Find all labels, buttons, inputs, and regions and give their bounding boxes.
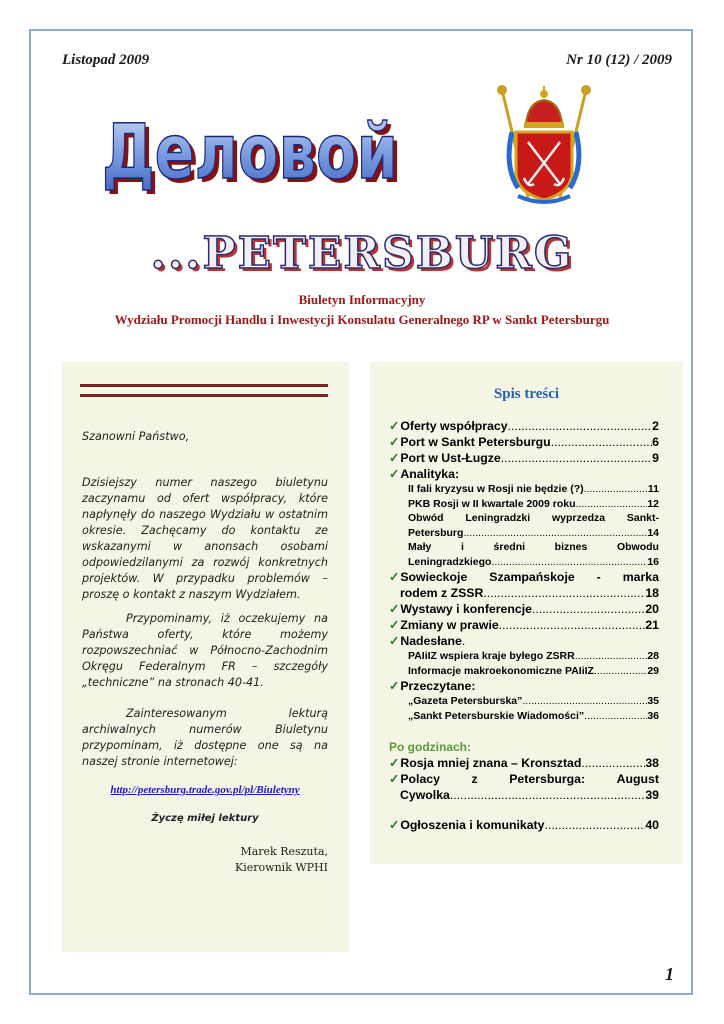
toc-subentry[interactable]: Informacje makroekonomiczne PAIiIZ ..... 29: [389, 664, 659, 679]
shield-icon: [509, 132, 579, 200]
signature: [235, 844, 328, 876]
letter-paragraph-3: Zainteresowanym lekturą archiwalnych numerów Biuletynu przypominam, iż dostępne one są na naszej stronie internetowej:: [82, 707, 328, 768]
checkmark-icon: ✓: [389, 602, 400, 616]
coat-of-arms-crest: [488, 80, 600, 208]
toc-subentry[interactable]: Mały i średni biznes Obwodu Leningradzkiego ..... 16: [389, 540, 659, 569]
toc-list: [389, 418, 659, 723]
issue-date: Listopad 2009: [62, 52, 150, 68]
toc-subentry[interactable]: II fali kryzysu w Rosji nie będzie (?) ..... 11: [389, 482, 659, 497]
toc-after-hours: [389, 739, 659, 833]
toc-title: Spis treści: [493, 386, 560, 402]
signature-name: Marek Reszuta,: [240, 845, 328, 858]
toc-entry[interactable]: ✓ Wystawy i konferencje ..... 20: [389, 601, 659, 617]
letter-paragraph-1: Dzisiejszy numer naszego biuletynu zaczynamu od ofert współpracy, które napłynęły do naszego Wydziału w ostatnim okresie. Zachęcamy do kontaktu ze wskazanymi w anonsach osobami odpowiedzilanymi za rozwój konkretnych projektów. W przypadku problemów – proszę o kontakt z naszym Wydziałem.: [82, 476, 328, 601]
toc-entry[interactable]: ✓ Oferty współpracy ..... 2: [389, 418, 659, 434]
toc-section-heading: ✓Analityka:: [389, 467, 460, 481]
toc-entry[interactable]: ✓Polacy z Petersburga: August Cywolka ..... 39: [389, 771, 659, 803]
masthead-title-text: Деловой: [102, 107, 398, 196]
signature-role: Kierownik WPHI: [235, 861, 328, 874]
toc-entry[interactable]: ✓ Port w Sankt Petersburgu ..... 6: [389, 434, 659, 450]
toc-section-heading: ✓Nadesłane.: [389, 634, 466, 648]
checkmark-icon: ✓: [389, 467, 400, 481]
toc-entry[interactable]: ✓ Port w Ust-Ługze ..... 9: [389, 450, 659, 466]
checkmark-icon: ✓: [389, 772, 400, 786]
archive-link[interactable]: http://petersburg.trade.gov.pl/pl/Biuletyny: [110, 784, 300, 796]
toc-subentry[interactable]: Obwód Leningradzki wyprzedza Sankt- Petersburg ..... 14: [389, 511, 659, 540]
toc-entry[interactable]: ✓ Ogłoszenia i komunikaty ..... 40: [389, 817, 659, 833]
page-number: 1: [665, 964, 674, 984]
crown-icon: [524, 86, 564, 128]
toc-subentry[interactable]: „Gazeta Petersburska” ..... 35: [389, 694, 659, 709]
checkmark-icon: ✓: [389, 679, 400, 693]
checkmark-icon: ✓: [389, 818, 400, 832]
checkmark-icon: ✓: [389, 451, 400, 465]
masthead-subtitle-department: Wydziału Promocji Handlu i Inwestycji Konsulatu Generalnego RP w Sankt Petersburgu: [114, 312, 610, 327]
checkmark-icon: ✓: [389, 419, 400, 433]
letter-greeting: Szanowni Państwo,: [82, 430, 190, 443]
toc-subentry[interactable]: PKB Rosji w II kwartale 2009 roku ..... 12: [389, 497, 659, 512]
toc-subentry[interactable]: „Sankt Petersburskie Wiadomości” ..... 36: [389, 709, 659, 724]
divider-rule-top: [80, 384, 328, 387]
toc-entry[interactable]: ✓Sowieckoje Szampańskoje - marka rodem z ZSSR ..... 18: [389, 569, 659, 601]
checkmark-icon: ✓: [389, 570, 400, 584]
masthead-russian-title: [100, 78, 410, 196]
checkmark-icon: ✓: [389, 618, 400, 632]
toc-entry[interactable]: ✓ Zmiany w prawie ..... 21: [389, 617, 659, 633]
checkmark-icon: ✓: [389, 756, 400, 770]
masthead-title-shadow: Деловой: [106, 111, 402, 196]
checkmark-icon: ✓: [389, 435, 400, 449]
toc-subentry[interactable]: PAIiIZ wspiera kraje byłego ZSRR ..... 28: [389, 649, 659, 664]
toc-after-hours-heading: Po godzinach:: [389, 740, 471, 754]
letter-paragraph-2: Przypominamy, iż oczekujemy na Państwa oferty, które możemy rozpowszechniać w Północno-Zachodnim Okręgu Federalnym FR – szczegóły „techniczne” na stronach 40-41.: [82, 612, 328, 689]
toc-entry[interactable]: ✓ Rosja mniej znana – Kronsztad ..... 38: [389, 755, 659, 771]
masthead-english-title: ...PETERSBURG: [150, 228, 574, 279]
divider-rule-bottom: [80, 394, 328, 397]
toc-section-heading: ✓Przeczytane:: [389, 679, 476, 693]
checkmark-icon: ✓: [389, 634, 400, 648]
masthead-subtitle-bulletin: Biuletyn Informacyjny: [298, 292, 426, 307]
issue-number: Nr 10 (12) / 2009: [566, 52, 672, 68]
closing-wish: Życzę miłej lektury: [151, 813, 259, 824]
